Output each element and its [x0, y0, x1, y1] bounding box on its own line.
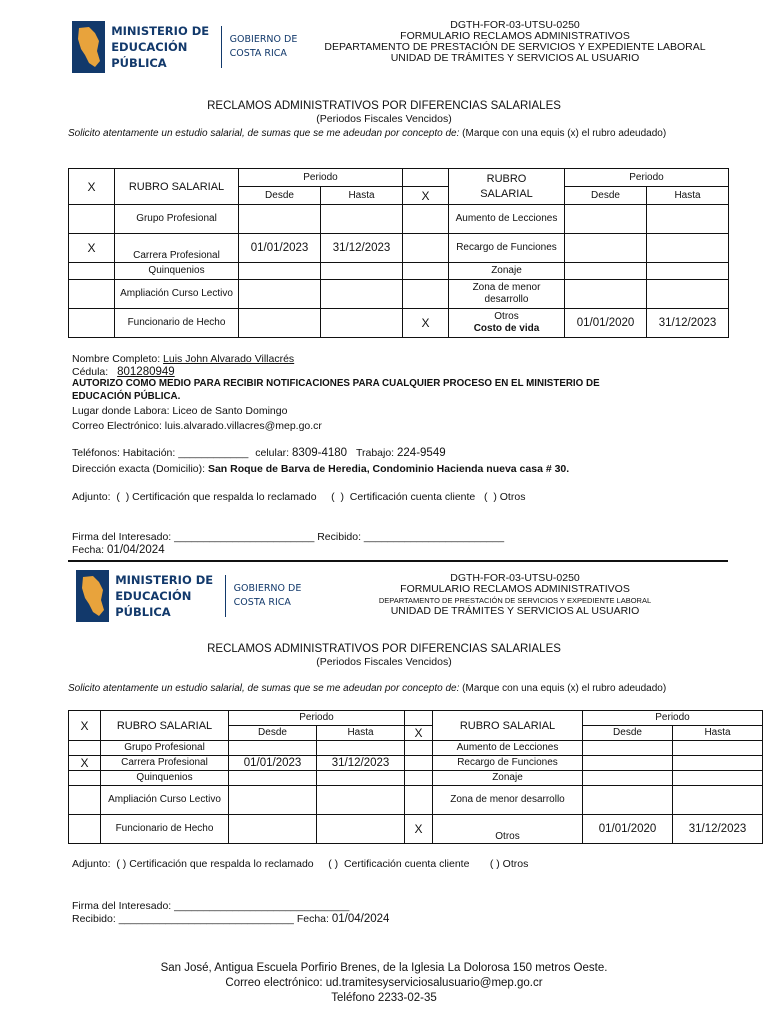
logo-gov-text: GOBIERNO DE COSTA RICA: [229, 34, 298, 59]
hasta-cell[interactable]: [673, 756, 763, 771]
desde-cell[interactable]: [239, 263, 321, 280]
direccion-field[interactable]: San Roque de Barva de Heredia, Condominio Hacienda nueva casa # 30.: [207, 463, 570, 475]
rubro-otros-detail: Costo de vida: [473, 323, 540, 334]
trabajo-field[interactable]: 224-9549: [397, 447, 446, 459]
desde-cell[interactable]: [565, 234, 647, 263]
mep-logo-copy: [76, 567, 304, 625]
rubro-cell: Zonaje: [433, 771, 583, 786]
rubro-otros: Otros: [494, 311, 519, 322]
rubro-cell: Grupo Profesional: [101, 741, 229, 756]
header-rubro-right: RUBRO SALARIAL: [433, 711, 583, 741]
form-code: DGTH-FOR-03-UTSU-0250: [450, 19, 580, 31]
name-line: [72, 352, 294, 366]
desde-cell[interactable]: [583, 786, 673, 815]
copy-recibido-line: [72, 912, 389, 926]
rubro-cell: Carrera Profesional: [101, 756, 229, 771]
desde-cell[interactable]: [229, 815, 317, 844]
rubro-cell: Zonaje: [449, 263, 565, 280]
tel-label: Teléfonos: Habitación:: [72, 447, 176, 459]
fecha-field[interactable]: 01/04/2024: [331, 913, 390, 925]
firma-label: Firma del Interesado:: [72, 531, 172, 543]
copy-firma-line: [72, 899, 349, 913]
header-rubro: RUBRO SALARIAL: [115, 169, 239, 205]
form-code: DGTH-FOR-03-UTSU-0250: [450, 572, 580, 584]
header-x: X: [69, 711, 101, 741]
unit: UNIDAD DE TRÁMITES Y SERVICIOS AL USUARIO: [390, 52, 640, 64]
header-hasta: Hasta: [321, 187, 403, 205]
desde-cell[interactable]: [583, 741, 673, 756]
rubro-cell: Otros: [433, 815, 583, 844]
header-hasta: Hasta: [317, 726, 405, 741]
hasta-cell[interactable]: [321, 280, 403, 309]
mark-cell[interactable]: X: [403, 309, 449, 338]
header-x-right: X: [405, 726, 433, 741]
hasta-cell[interactable]: [647, 234, 729, 263]
form-name: FORMULARIO RECLAMOS ADMINISTRATIVOS: [400, 583, 630, 595]
header-rubro: RUBRO SALARIAL: [101, 711, 229, 741]
table-row: [69, 309, 729, 338]
celular-field[interactable]: 8309-4180: [292, 447, 348, 459]
cedula-label: Cédula:: [72, 366, 109, 378]
header-periodo-right: Periodo: [565, 169, 729, 187]
hasta-cell[interactable]: 31/12/2023: [321, 234, 403, 263]
header-x-right: X: [403, 187, 449, 205]
hasta-cell[interactable]: [317, 786, 405, 815]
mark-cell[interactable]: [405, 741, 433, 756]
recibido-field[interactable]: ________________________: [363, 531, 505, 543]
desde-cell[interactable]: 01/01/2023: [229, 756, 317, 771]
costa-rica-map-icon: [76, 570, 109, 622]
header-desde-right: Desde: [583, 726, 673, 741]
correo-field[interactable]: luis.alvarado.villacres@mep.go.cr: [164, 420, 322, 432]
mark-cell[interactable]: [403, 234, 449, 263]
page-header: [0, 18, 768, 80]
intro-italic: Solicito atentamente un estudio salarial, de sumas que se me adeudan por concepto de:: [68, 128, 460, 139]
department: DEPARTAMENTO DE PRESTACIÓN DE SERVICIOS Y EXPEDIENTE LABORAL: [378, 596, 652, 605]
hasta-cell[interactable]: [317, 741, 405, 756]
page-title: RECLAMOS ADMINISTRATIVOS POR DIFERENCIAS SALARIALES (Periodos Fiscales Vencidos): [0, 100, 768, 126]
desde-cell[interactable]: 01/01/2020: [565, 309, 647, 338]
mark-cell[interactable]: [405, 756, 433, 771]
desde-cell[interactable]: 01/01/2020: [583, 815, 673, 844]
recibido-label: Recibido:: [317, 531, 361, 543]
rubro-cell: Ampliación Curso Lectivo: [115, 280, 239, 309]
desde-cell[interactable]: [565, 263, 647, 280]
desde-cell[interactable]: [239, 205, 321, 234]
unit: UNIDAD DE TRÁMITES Y SERVICIOS AL USUARIO: [390, 605, 640, 617]
rubro-cell: Zona de menor desarrollo: [449, 280, 565, 309]
celular-label: celular:: [255, 447, 290, 459]
costa-rica-map-icon: [72, 21, 105, 73]
header-text: [300, 20, 730, 64]
hasta-cell[interactable]: [647, 280, 729, 309]
copy-header: [0, 567, 768, 629]
logo-gov-text: GOBIERNO DE COSTA RICA: [233, 583, 302, 608]
mark-cell[interactable]: [403, 205, 449, 234]
rubro-cell: Aumento de Lecciones: [433, 741, 583, 756]
hasta-cell[interactable]: [673, 771, 763, 786]
mark-cell[interactable]: [69, 771, 101, 786]
mark-cell[interactable]: [69, 815, 101, 844]
recibido-label: Recibido:: [72, 913, 116, 925]
copy-subtitle: (Periodos Fiscales Vencidos): [316, 656, 452, 668]
desde-cell[interactable]: [239, 309, 321, 338]
copy-adjunto-line: Adjunto: ( ) Certificación que respalda lo reclamado ( ) Certificación cuenta cliente ( ) Otros: [72, 858, 529, 870]
header-x-blank: [405, 711, 433, 726]
fecha-field[interactable]: 01/04/2024: [107, 544, 165, 556]
table-row: [69, 741, 763, 756]
lugar-line: [72, 404, 287, 418]
logo-divider: [225, 575, 226, 617]
hasta-cell[interactable]: [647, 205, 729, 234]
hasta-cell[interactable]: [317, 771, 405, 786]
lugar-field[interactable]: Liceo de Santo Domingo: [172, 405, 288, 417]
hasta-cell[interactable]: [321, 263, 403, 280]
copy-salary-table: [68, 710, 763, 844]
telefonos-line: [72, 446, 446, 460]
mark-cell[interactable]: X: [69, 756, 101, 771]
cedula-line: [72, 365, 175, 379]
desde-cell[interactable]: [583, 756, 673, 771]
hasta-cell[interactable]: [317, 815, 405, 844]
rubro-cell: Aumento de Lecciones: [449, 205, 565, 234]
intro-instruction: (Marque con una equis (x) el rubro adeudado): [462, 128, 667, 139]
hasta-cell[interactable]: 31/12/2023: [647, 309, 729, 338]
salary-table: [68, 168, 729, 338]
cedula-field[interactable]: 801280949: [117, 366, 175, 378]
rubro-cell: Zona de menor desarrollo: [433, 786, 583, 815]
direccion-line: [72, 462, 569, 476]
fecha-line: [72, 543, 165, 557]
mark-cell[interactable]: X: [69, 234, 115, 263]
desde-cell[interactable]: [229, 741, 317, 756]
rubro-cell: Grupo Profesional: [115, 205, 239, 234]
desde-cell[interactable]: [229, 786, 317, 815]
copy-intro-text: [68, 682, 728, 696]
firma-field[interactable]: ________________________: [174, 531, 315, 543]
rubro-cell: Ampliación Curso Lectivo: [101, 786, 229, 815]
intro-text: [68, 127, 728, 141]
firma-field[interactable]: ______________________________: [174, 900, 350, 912]
desde-cell[interactable]: [229, 771, 317, 786]
desde-cell[interactable]: [565, 280, 647, 309]
footer-phone: Teléfono 2233-02-35: [331, 992, 437, 1004]
rubro-cell: Recargo de Funciones: [433, 756, 583, 771]
mark-cell[interactable]: [69, 309, 115, 338]
name-field[interactable]: Luis John Alvarado Villacrés: [163, 353, 295, 365]
direccion-label: Dirección exacta (Domicilio):: [72, 463, 206, 475]
recibido-field[interactable]: ______________________________: [118, 913, 294, 925]
mep-logo: [72, 18, 300, 76]
footer-email: Correo electrónico: ud.tramitesyserviciosalusuario@mep.go.cr: [225, 977, 543, 989]
rubro-cell: Quinquenios: [115, 263, 239, 280]
form-name: FORMULARIO RECLAMOS ADMINISTRATIVOS: [400, 30, 630, 42]
header-x-blank: [403, 169, 449, 187]
table-row: [69, 263, 729, 280]
desde-cell[interactable]: 01/01/2023: [239, 234, 321, 263]
header-periodo: Periodo: [239, 169, 403, 187]
logo-ministry-text: MINISTERIO DE EDUCACIÓN PÚBLICA: [115, 573, 214, 619]
table-row: [69, 280, 729, 309]
header-desde: Desde: [229, 726, 317, 741]
header-hasta-right: Hasta: [647, 187, 729, 205]
mark-cell[interactable]: [405, 771, 433, 786]
desde-cell[interactable]: [565, 205, 647, 234]
table-row: [69, 205, 729, 234]
mark-cell[interactable]: [403, 280, 449, 309]
fecha-label: Fecha:: [296, 913, 329, 925]
hasta-cell[interactable]: [673, 786, 763, 815]
mark-cell[interactable]: [403, 263, 449, 280]
mark-cell[interactable]: [69, 280, 115, 309]
mark-cell[interactable]: [69, 786, 101, 815]
trabajo-label: Trabajo:: [355, 447, 395, 459]
logo-divider: [221, 26, 222, 68]
correo-line: [72, 419, 322, 433]
rubro-cell: Quinquenios: [101, 771, 229, 786]
table-row: [69, 786, 763, 815]
rubro-cell: Recargo de Funciones: [449, 234, 565, 263]
autorizo-text: AUTORIZO COMO MEDIO PARA RECIBIR NOTIFICACIONES PARA CUALQUIER PROCESO EN EL MINISTERIO DE EDUCACIÓN PÚBLICA.: [72, 378, 600, 402]
header-text-copy: [300, 573, 730, 617]
correo-label: Correo Electrónico:: [72, 420, 162, 432]
table-row: [69, 771, 763, 786]
header-x: X: [69, 169, 115, 205]
header-periodo: Periodo: [229, 711, 405, 726]
adjunto-line: Adjunto: ( ) Certificación que respalda lo reclamado ( ) Certificación cuenta cliente ( ) Otros: [72, 491, 526, 503]
page-footer: [0, 961, 768, 1006]
mark-cell[interactable]: [69, 205, 115, 234]
desde-cell[interactable]: [583, 771, 673, 786]
fecha-label: Fecha:: [72, 544, 105, 556]
lugar-label: Lugar donde Labora:: [72, 405, 170, 417]
mark-cell[interactable]: [69, 263, 115, 280]
intro-italic: Solicito atentamente un estudio salarial, de sumas que se me adeudan por concepto de:: [68, 683, 460, 694]
hasta-cell[interactable]: [673, 741, 763, 756]
rubro-cell: Funcionario de Hecho: [101, 815, 229, 844]
copy-title: RECLAMOS ADMINISTRATIVOS POR DIFERENCIAS SALARIALES (Periodos Fiscales Vencidos): [0, 643, 768, 669]
table-row: [69, 234, 729, 263]
header-rubro-right: RUBRO SALARIAL: [449, 169, 565, 205]
rubro-cell: Carrera Profesional: [115, 234, 239, 263]
header-hasta-right: Hasta: [673, 726, 763, 741]
rubro-cell-otros: [449, 309, 565, 338]
name-label: Nombre Completo:: [72, 353, 161, 365]
firma-label: Firma del Interesado:: [72, 900, 172, 912]
table-row: [69, 756, 763, 771]
header-desde: Desde: [239, 187, 321, 205]
cut-line-divider: [68, 560, 728, 562]
hasta-cell[interactable]: 31/12/2023: [317, 756, 405, 771]
hasta-cell[interactable]: [321, 205, 403, 234]
department: DEPARTAMENTO DE PRESTACIÓN DE SERVICIOS Y EXPEDIENTE LABORAL: [324, 41, 706, 53]
mark-cell[interactable]: [405, 786, 433, 815]
footer-address: San José, Antigua Escuela Porfirio Brenes, de la Iglesia La Dolorosa 150 metros Oeste.: [160, 962, 608, 974]
page-subtitle: (Periodos Fiscales Vencidos): [316, 113, 452, 125]
header-periodo-right: Periodo: [583, 711, 763, 726]
firma-line: [72, 530, 504, 544]
tel-field[interactable]: ____________: [178, 447, 249, 459]
table-row: [69, 815, 763, 844]
mark-cell[interactable]: X: [405, 815, 433, 844]
mark-cell[interactable]: [69, 741, 101, 756]
intro-instruction: (Marque con una equis (x) el rubro adeudado): [462, 683, 667, 694]
header-desde-right: Desde: [565, 187, 647, 205]
logo-ministry-text: MINISTERIO DE EDUCACIÓN PÚBLICA: [111, 24, 210, 70]
hasta-cell[interactable]: [647, 263, 729, 280]
hasta-cell[interactable]: [321, 309, 403, 338]
rubro-cell: Funcionario de Hecho: [115, 309, 239, 338]
hasta-cell[interactable]: 31/12/2023: [673, 815, 763, 844]
desde-cell[interactable]: [239, 280, 321, 309]
